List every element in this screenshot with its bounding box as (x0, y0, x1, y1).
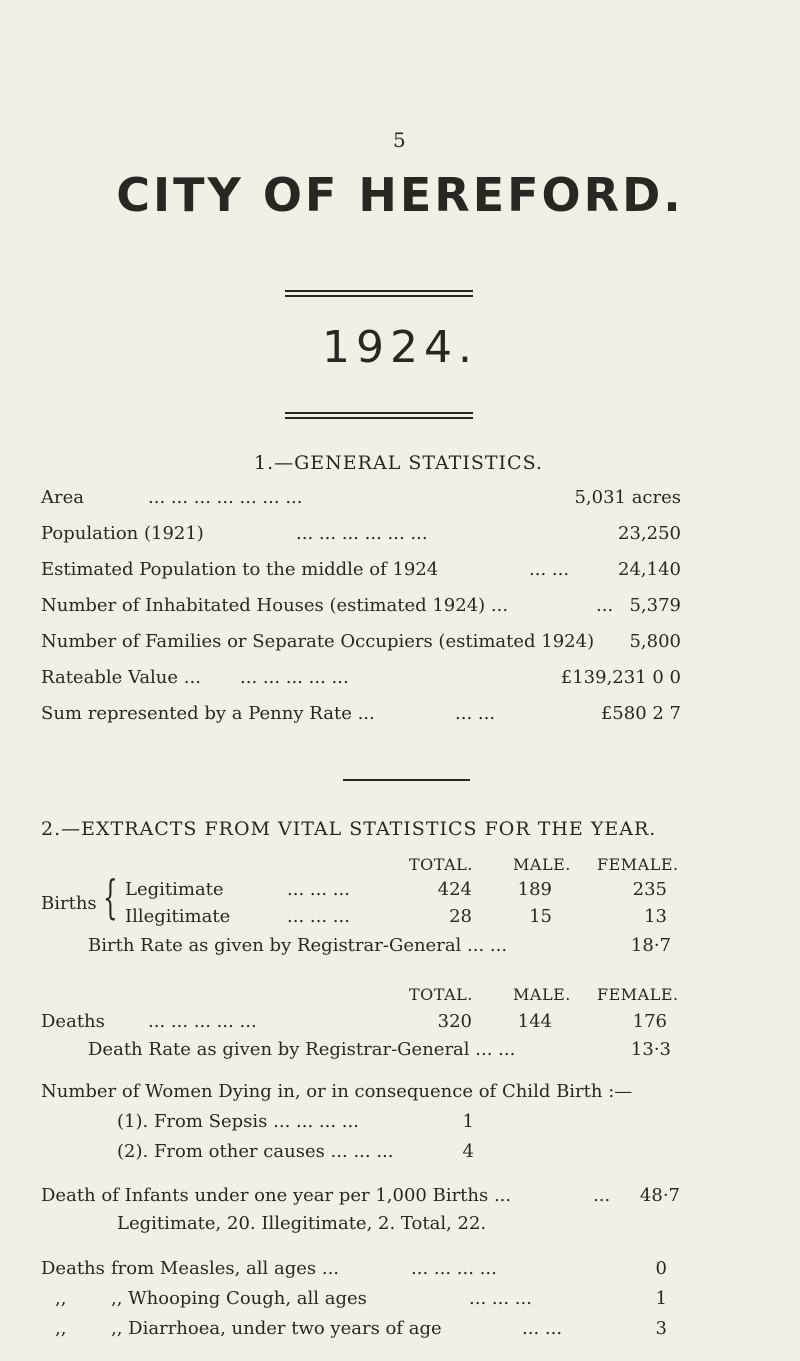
infant-mortality-value: 48·7 (639, 1185, 680, 1206)
birth-row-female: 235 (632, 879, 667, 900)
birth-row-male: 189 (517, 879, 552, 900)
stat-label: Number of Inhabitated Houses (estimated 1924) ... (41, 595, 509, 616)
stat-value: 23,250 (618, 523, 681, 544)
birth-row-leader: ... ... ... (287, 879, 350, 900)
double-rule-top (285, 290, 473, 297)
birth-row-leader: ... ... ... (287, 906, 350, 927)
cause-label: from Measles, all ages ... (111, 1258, 340, 1279)
birth-rate-value: 18·7 (630, 935, 671, 956)
stat-value: £580 2 7 (600, 703, 681, 724)
stat-leader: ... (596, 595, 614, 616)
page-number: 5 (393, 128, 406, 152)
stat-value: 5,800 (629, 631, 681, 652)
deaths-total: 320 (437, 1011, 472, 1032)
cause-value: 3 (655, 1318, 667, 1339)
stat-label: Rateable Value ... (41, 667, 201, 688)
stat-value: 24,140 (618, 559, 681, 580)
header-total: TOTAL. (409, 985, 473, 1004)
death-rate-value: 13·3 (630, 1039, 671, 1060)
stat-value: £139,231 0 0 (560, 667, 681, 688)
birth-rate-label: Birth Rate as given by Registrar-General ... ... (88, 935, 508, 956)
stat-label: Population (1921) (41, 523, 204, 544)
cause-leader: ... ... ... (469, 1288, 532, 1309)
general-statistics-heading: 1.—GENERAL STATISTICS. (254, 452, 543, 474)
deaths-male: 144 (517, 1011, 552, 1032)
section-divider (343, 779, 470, 781)
cause-value: 0 (655, 1258, 667, 1279)
vital-statistics-heading: 2.—EXTRACTS FROM VITAL STATISTICS FOR THE YEAR. (41, 818, 657, 840)
stat-leader: ... ... ... ... ... ... (296, 523, 428, 544)
header-male: MALE. (513, 855, 571, 874)
stat-value: 5,379 (629, 595, 681, 616)
stat-label: Estimated Population to the middle of 1924 (41, 559, 439, 580)
birth-row-total: 424 (437, 879, 472, 900)
birth-row-label: Illegitimate (125, 906, 231, 927)
births-label: Births (41, 893, 97, 914)
cause-label: ,, Whooping Cough, all ages (111, 1288, 367, 1309)
stat-label: Number of Families or Separate Occupiers (estimated 1924) (41, 631, 595, 652)
header-male: MALE. (513, 985, 571, 1004)
maternal-row-value: 1 (462, 1111, 474, 1132)
stat-label: Area (41, 487, 84, 508)
double-rule-bottom (285, 412, 473, 419)
cause-label: ,, Diarrhoea, under two years of age (111, 1318, 442, 1339)
deaths-female: 176 (632, 1011, 667, 1032)
stat-label: Sum represented by a Penny Rate ... (41, 703, 375, 724)
page-title: CITY OF HEREFORD. (116, 168, 684, 222)
stat-leader: ... ... ... ... ... (240, 667, 349, 688)
cause-value: 1 (655, 1288, 667, 1309)
infant-mortality-label: Death of Infants under one year per 1,000 Births ... (41, 1185, 512, 1206)
cause-prefix: ,, (55, 1318, 67, 1339)
header-female: FEMALE. (597, 985, 679, 1004)
header-total: TOTAL. (409, 855, 473, 874)
stat-leader: ... ... ... ... ... ... ... (148, 487, 303, 508)
deaths-leader: ... ... ... ... ... (148, 1011, 257, 1032)
death-rate-label: Death Rate as given by Registrar-General ... ... (88, 1039, 516, 1060)
maternal-row-value: 4 (462, 1141, 474, 1162)
maternal-deaths-label: Number of Women Dying in, or in consequence of Child Birth :— (41, 1081, 633, 1102)
birth-row-total: 28 (449, 906, 472, 927)
birth-row-female: 13 (644, 906, 667, 927)
header-female: FEMALE. (597, 855, 679, 874)
deaths-label: Deaths (41, 1011, 105, 1032)
cause-prefix: Deaths (41, 1258, 105, 1279)
stat-leader: ... ... (529, 559, 570, 580)
report-year: 1924. (322, 322, 478, 373)
cause-prefix: ,, (55, 1288, 67, 1309)
infant-mortality-breakdown: Legitimate, 20. Illegitimate, 2. Total, 22. (117, 1213, 487, 1234)
cause-leader: ... ... ... ... (411, 1258, 497, 1279)
stat-value: 5,031 acres (574, 487, 681, 508)
maternal-row-label: (2). From other causes ... ... ... (117, 1141, 394, 1162)
infant-mortality-leader: ... (593, 1185, 611, 1206)
birth-row-male: 15 (529, 906, 552, 927)
birth-row-label: Legitimate (125, 879, 224, 900)
maternal-row-label: (1). From Sepsis ... ... ... ... (117, 1111, 359, 1132)
cause-leader: ... ... (522, 1318, 563, 1339)
births-brace: { (103, 870, 118, 924)
stat-leader: ... ... (455, 703, 496, 724)
